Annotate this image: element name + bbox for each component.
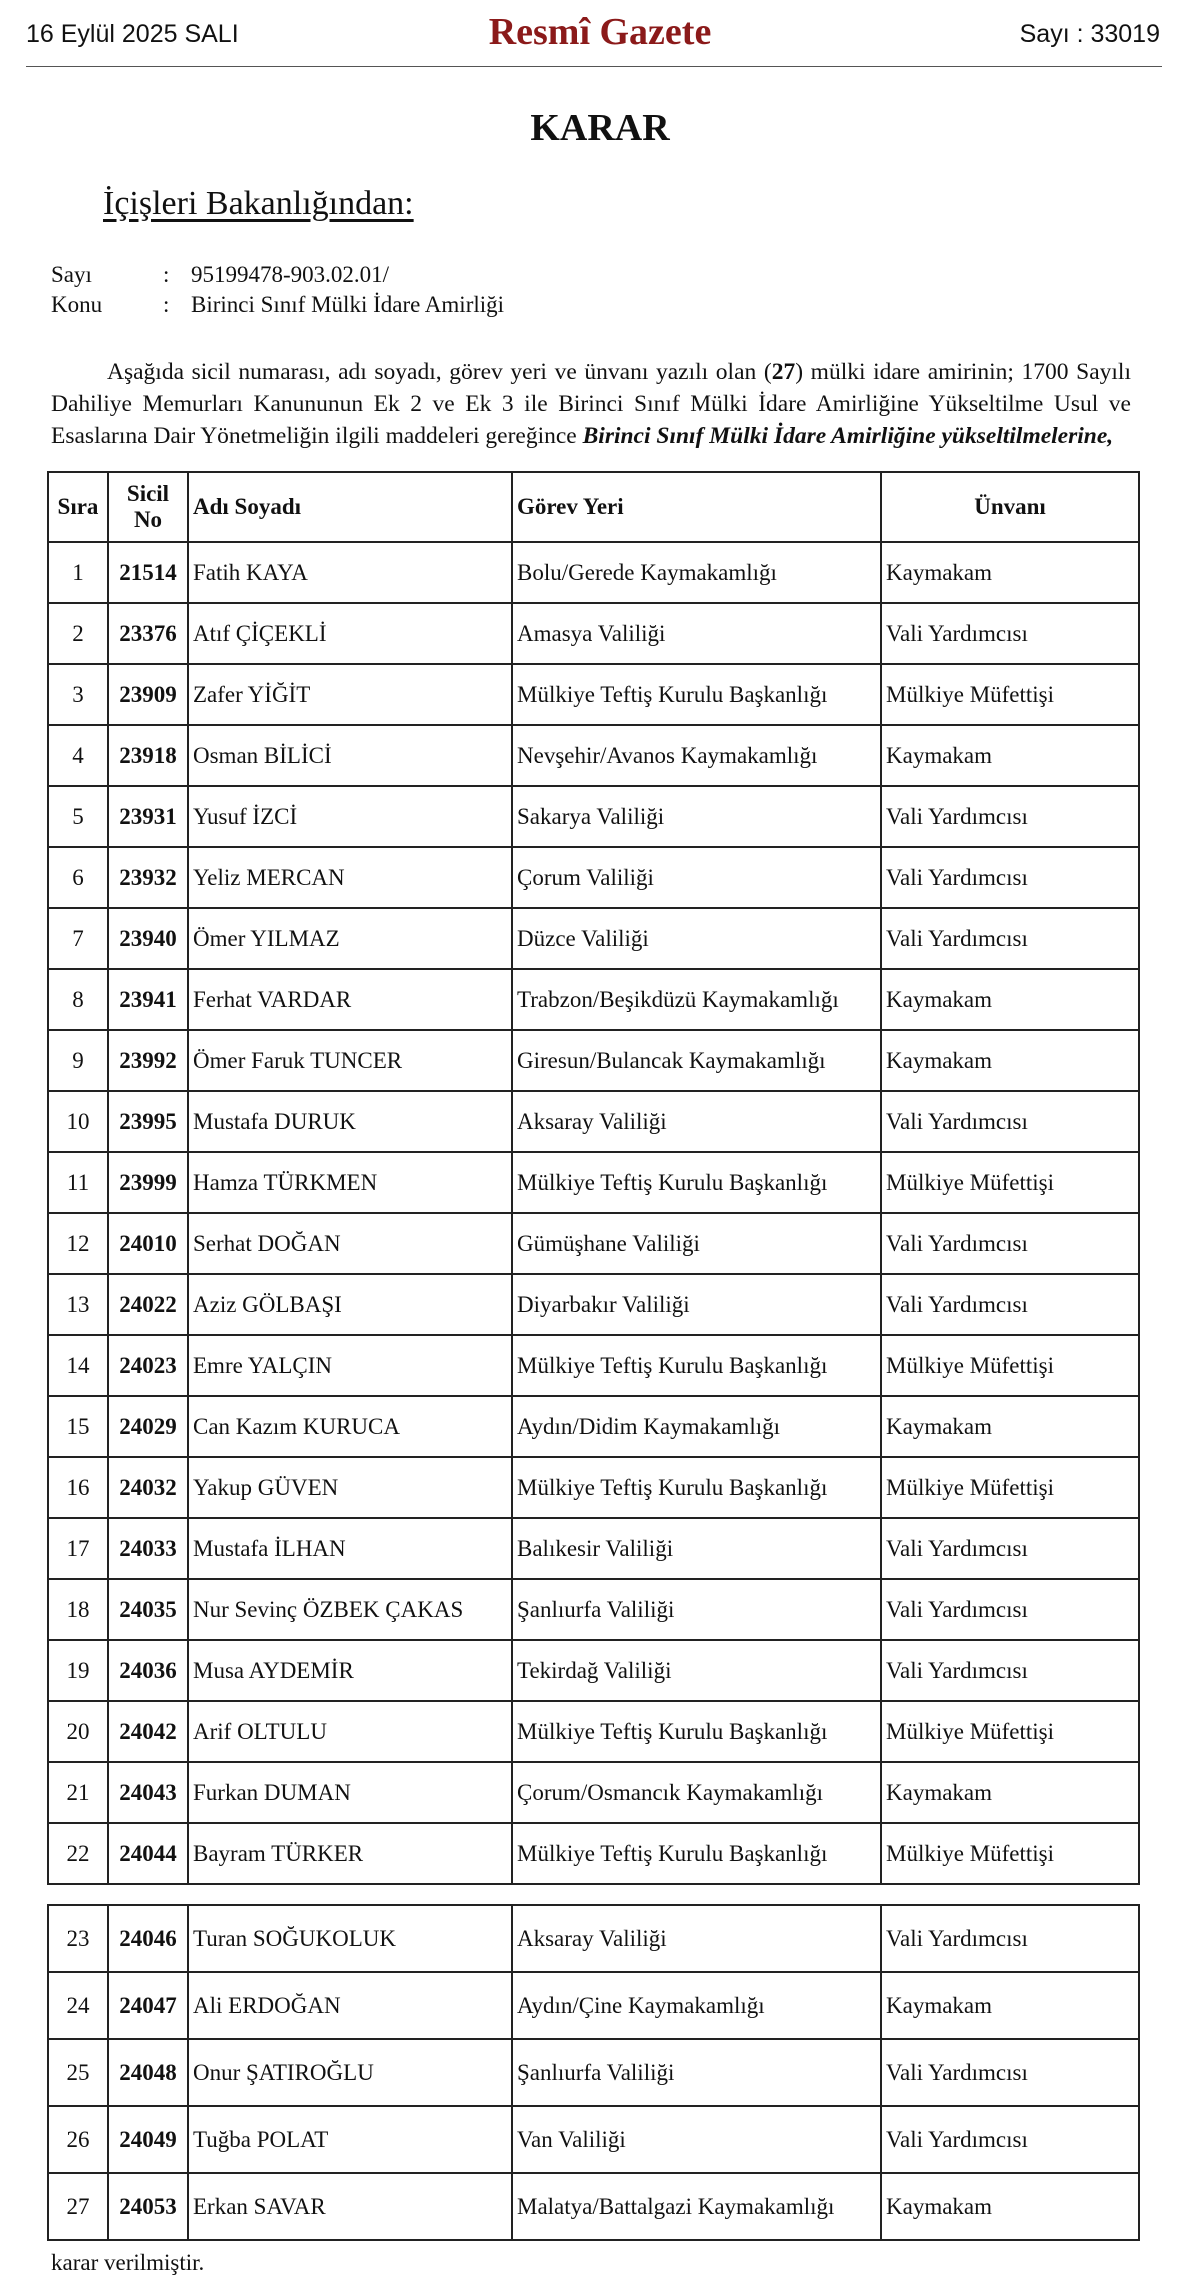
sira-cell: 12 <box>48 1213 108 1274</box>
duty-place-cell: Diyarbakır Valiliği <box>512 1274 881 1335</box>
intro-emphasis: Birinci Sınıf Mülki İdare Amirliğine yükseltilmelerine, <box>582 423 1114 449</box>
duty-place-cell: Bolu/Gerede Kaymakamlığı <box>512 542 881 603</box>
sicil-no-cell: 23909 <box>108 664 188 725</box>
promotion-table <box>47 471 1140 1885</box>
sira-cell: 26 <box>48 2106 108 2173</box>
name-cell: Serhat DOĞAN <box>188 1213 512 1274</box>
sicil-no-cell: 24036 <box>108 1640 188 1701</box>
table-row <box>48 786 1139 847</box>
table-row <box>48 1905 1139 1972</box>
sira-cell: 24 <box>48 1972 108 2039</box>
sira-cell: 18 <box>48 1579 108 1640</box>
sicil-no-cell: 23940 <box>108 908 188 969</box>
title-cell: Vali Yardımcısı <box>881 908 1139 969</box>
duty-place-cell: Amasya Valiliği <box>512 603 881 664</box>
name-cell: Osman BİLİCİ <box>188 725 512 786</box>
table-row <box>48 1518 1139 1579</box>
title-cell: Mülkiye Müfettişi <box>881 1335 1139 1396</box>
name-cell: Yusuf İZCİ <box>188 786 512 847</box>
title-cell: Vali Yardımcısı <box>881 603 1139 664</box>
title-cell: Vali Yardımcısı <box>881 1640 1139 1701</box>
table-row <box>48 603 1139 664</box>
table-row <box>48 2173 1139 2240</box>
issuing-ministry: İçişleri Bakanlığından: <box>103 185 414 222</box>
name-cell: Mustafa İLHAN <box>188 1518 512 1579</box>
duty-place-cell: Balıkesir Valiliği <box>512 1518 881 1579</box>
duty-place-cell: Sakarya Valiliği <box>512 786 881 847</box>
name-cell: Erkan SAVAR <box>188 2173 512 2240</box>
name-cell: Can Kazım KURUCA <box>188 1396 512 1457</box>
title-cell: Vali Yardımcısı <box>881 1518 1139 1579</box>
name-cell: Musa AYDEMİR <box>188 1640 512 1701</box>
name-cell: Yakup GÜVEN <box>188 1457 512 1518</box>
name-cell: Ferhat VARDAR <box>188 969 512 1030</box>
table-row <box>48 847 1139 908</box>
title-cell: Kaymakam <box>881 542 1139 603</box>
name-cell: Ömer Faruk TUNCER <box>188 1030 512 1091</box>
duty-place-cell: Trabzon/Beşikdüzü Kaymakamlığı <box>512 969 881 1030</box>
table-row <box>48 1823 1139 1884</box>
title-cell: Vali Yardımcısı <box>881 1579 1139 1640</box>
table-row <box>48 1274 1139 1335</box>
title-cell: Vali Yardımcısı <box>881 847 1139 908</box>
title-cell: Kaymakam <box>881 1030 1139 1091</box>
header-divider <box>26 66 1162 67</box>
issue-number: Sayı : 33019 <box>1019 20 1160 48</box>
duty-place-cell: Gümüşhane Valiliği <box>512 1213 881 1274</box>
title-cell: Kaymakam <box>881 1396 1139 1457</box>
sicil-no-cell: 23931 <box>108 786 188 847</box>
sayi-colon: : <box>163 262 170 287</box>
duty-place-cell: Mülkiye Teftiş Kurulu Başkanlığı <box>512 1457 881 1518</box>
title-cell: Kaymakam <box>881 2173 1139 2240</box>
sicil-no-cell: 23995 <box>108 1091 188 1152</box>
header-sicil-no <box>108 472 188 542</box>
intro-text-b: ) mülki idare amirinin; 1700 Sayılı Dahiliye Memurları Kanununun Ek 2 ve Ek 3 ile Birinci Sınıf Mülki İdare Amirliğine Yükseltilme Usul ve Esaslarına Dair Yönetmeliğin ilgili maddeleri gereğince <box>51 359 1131 449</box>
title-cell: Vali Yardımcısı <box>881 2106 1139 2173</box>
table-row <box>48 664 1139 725</box>
title-cell: Kaymakam <box>881 969 1139 1030</box>
sira-cell: 6 <box>48 847 108 908</box>
sicil-no-cell: 23932 <box>108 847 188 908</box>
duty-place-cell: Şanlıurfa Valiliği <box>512 2039 881 2106</box>
duty-place-cell: Çorum/Osmancık Kaymakamlığı <box>512 1762 881 1823</box>
sira-cell: 7 <box>48 908 108 969</box>
sira-cell: 8 <box>48 969 108 1030</box>
table-row <box>48 2039 1139 2106</box>
document-heading: KARAR <box>530 107 670 149</box>
title-cell: Mülkiye Müfettişi <box>881 1701 1139 1762</box>
table-row <box>48 725 1139 786</box>
sicil-no-cell: 24048 <box>108 2039 188 2106</box>
name-cell: Furkan DUMAN <box>188 1762 512 1823</box>
duty-place-cell: Tekirdağ Valiliği <box>512 1640 881 1701</box>
title-cell: Vali Yardımcısı <box>881 1091 1139 1152</box>
sira-cell: 25 <box>48 2039 108 2106</box>
sira-cell: 22 <box>48 1823 108 1884</box>
duty-place-cell: Aydın/Didim Kaymakamlığı <box>512 1396 881 1457</box>
sira-cell: 16 <box>48 1457 108 1518</box>
duty-place-cell: Aydın/Çine Kaymakamlığı <box>512 1972 881 2039</box>
konu-value: Birinci Sınıf Mülki İdare Amirliği <box>191 292 505 317</box>
title-cell: Vali Yardımcısı <box>881 1905 1139 1972</box>
table-body <box>48 542 1139 1884</box>
name-cell: Ali ERDOĞAN <box>188 1972 512 2039</box>
title-cell: Vali Yardımcısı <box>881 1213 1139 1274</box>
sira-cell: 19 <box>48 1640 108 1701</box>
table-row <box>48 1030 1139 1091</box>
name-cell: Nur Sevinç ÖZBEK ÇAKAS <box>188 1579 512 1640</box>
title-cell: Vali Yardımcısı <box>881 1274 1139 1335</box>
table-row <box>48 1457 1139 1518</box>
gazette-title: Resmî Gazete <box>488 11 712 53</box>
name-cell: Arif OLTULU <box>188 1701 512 1762</box>
sicil-no-cell: 21514 <box>108 542 188 603</box>
sicil-no-cell: 23992 <box>108 1030 188 1091</box>
name-cell: Mustafa DURUK <box>188 1091 512 1152</box>
duty-place-cell: Mülkiye Teftiş Kurulu Başkanlığı <box>512 1701 881 1762</box>
table-row <box>48 1762 1139 1823</box>
sira-cell: 9 <box>48 1030 108 1091</box>
konu-label: Konu <box>51 292 103 317</box>
title-cell: Kaymakam <box>881 1972 1139 2039</box>
sira-cell: 3 <box>48 664 108 725</box>
table-row <box>48 1579 1139 1640</box>
table-row <box>48 908 1139 969</box>
sira-cell: 20 <box>48 1701 108 1762</box>
name-cell: Aziz GÖLBAŞI <box>188 1274 512 1335</box>
name-cell: Yeliz MERCAN <box>188 847 512 908</box>
duty-place-cell: Mülkiye Teftiş Kurulu Başkanlığı <box>512 1823 881 1884</box>
header-sicil: Sicil <box>126 481 170 506</box>
table-row <box>48 1640 1139 1701</box>
title-cell: Kaymakam <box>881 1762 1139 1823</box>
sira-cell: 1 <box>48 542 108 603</box>
duty-place-cell: Nevşehir/Avanos Kaymakamlığı <box>512 725 881 786</box>
sicil-no-cell: 24022 <box>108 1274 188 1335</box>
title-cell: Mülkiye Müfettişi <box>881 1457 1139 1518</box>
header-unvani: Ünvanı <box>881 472 1139 542</box>
sicil-no-cell: 24029 <box>108 1396 188 1457</box>
table-row <box>48 1335 1139 1396</box>
header-sira: Sıra <box>48 472 108 542</box>
sira-cell: 23 <box>48 1905 108 1972</box>
table-row <box>48 1972 1139 2039</box>
title-cell: Vali Yardımcısı <box>881 2039 1139 2106</box>
sicil-no-cell: 24049 <box>108 2106 188 2173</box>
duty-place-cell: Şanlıurfa Valiliği <box>512 1579 881 1640</box>
sayi-label: Sayı <box>51 262 92 287</box>
name-cell: Emre YALÇIN <box>188 1335 512 1396</box>
sicil-no-cell: 24035 <box>108 1579 188 1640</box>
sicil-no-cell: 23999 <box>108 1152 188 1213</box>
sicil-no-cell: 23376 <box>108 603 188 664</box>
duty-place-cell: Mülkiye Teftiş Kurulu Başkanlığı <box>512 1335 881 1396</box>
sira-cell: 27 <box>48 2173 108 2240</box>
sicil-no-cell: 24010 <box>108 1213 188 1274</box>
sicil-no-cell: 24046 <box>108 1905 188 1972</box>
name-cell: Turan SOĞUKOLUK <box>188 1905 512 1972</box>
duty-place-cell: Malatya/Battalgazi Kaymakamlığı <box>512 2173 881 2240</box>
title-cell: Mülkiye Müfettişi <box>881 1823 1139 1884</box>
name-cell: Fatih KAYA <box>188 542 512 603</box>
promotion-table-continued <box>47 1904 1140 2241</box>
table-header-row <box>48 472 1139 542</box>
duty-place-cell: Çorum Valiliği <box>512 847 881 908</box>
sicil-no-cell: 23918 <box>108 725 188 786</box>
duty-place-cell: Düzce Valiliği <box>512 908 881 969</box>
closing-text: karar verilmiştir. <box>51 2250 205 2275</box>
duty-place-cell: Aksaray Valiliği <box>512 1905 881 1972</box>
name-cell: Tuğba POLAT <box>188 2106 512 2173</box>
name-cell: Ömer YILMAZ <box>188 908 512 969</box>
sicil-no-cell: 24043 <box>108 1762 188 1823</box>
duty-place-cell: Mülkiye Teftiş Kurulu Başkanlığı <box>512 1152 881 1213</box>
duty-place-cell: Mülkiye Teftiş Kurulu Başkanlığı <box>512 664 881 725</box>
intro-paragraph <box>51 356 1131 452</box>
sira-cell: 2 <box>48 603 108 664</box>
sira-cell: 14 <box>48 1335 108 1396</box>
header-adi-soyadi: Adı Soyadı <box>188 472 512 542</box>
table-row <box>48 542 1139 603</box>
sicil-no-cell: 24053 <box>108 2173 188 2240</box>
table-row <box>48 1396 1139 1457</box>
header-no: No <box>133 507 163 532</box>
table-row <box>48 2106 1139 2173</box>
intro-text-a: Aşağıda sicil numarası, adı soyadı, görev yeri ve ünvanı yazılı olan ( <box>107 359 772 385</box>
header-gorev-yeri: Görev Yeri <box>512 472 881 542</box>
table-row <box>48 1701 1139 1762</box>
table-row <box>48 1152 1139 1213</box>
sicil-no-cell: 23941 <box>108 969 188 1030</box>
table-body-continued <box>48 1905 1139 2240</box>
name-cell: Atıf ÇİÇEKLİ <box>188 603 512 664</box>
table-row <box>48 1213 1139 1274</box>
intro-count: 27 <box>771 359 796 385</box>
gazette-header <box>0 0 1200 70</box>
sira-cell: 17 <box>48 1518 108 1579</box>
sira-cell: 21 <box>48 1762 108 1823</box>
sicil-no-cell: 24042 <box>108 1701 188 1762</box>
sira-cell: 5 <box>48 786 108 847</box>
title-cell: Vali Yardımcısı <box>881 786 1139 847</box>
sicil-no-cell: 24032 <box>108 1457 188 1518</box>
table-row <box>48 969 1139 1030</box>
title-cell: Mülkiye Müfettişi <box>881 1152 1139 1213</box>
sira-cell: 4 <box>48 725 108 786</box>
sira-cell: 13 <box>48 1274 108 1335</box>
sira-cell: 11 <box>48 1152 108 1213</box>
issue-date: 16 Eylül 2025 SALI <box>26 20 239 48</box>
sayi-value: 95199478-903.02.01/ <box>191 262 390 287</box>
name-cell: Zafer YİĞİT <box>188 664 512 725</box>
duty-place-cell: Aksaray Valiliği <box>512 1091 881 1152</box>
title-cell: Mülkiye Müfettişi <box>881 664 1139 725</box>
duty-place-cell: Van Valiliği <box>512 2106 881 2173</box>
name-cell: Bayram TÜRKER <box>188 1823 512 1884</box>
name-cell: Onur ŞATIROĞLU <box>188 2039 512 2106</box>
sira-cell: 15 <box>48 1396 108 1457</box>
sira-cell: 10 <box>48 1091 108 1152</box>
title-cell: Kaymakam <box>881 725 1139 786</box>
konu-colon: : <box>163 292 170 317</box>
sicil-no-cell: 24044 <box>108 1823 188 1884</box>
name-cell: Hamza TÜRKMEN <box>188 1152 512 1213</box>
table-row <box>48 1091 1139 1152</box>
sicil-no-cell: 24047 <box>108 1972 188 2039</box>
sicil-no-cell: 24023 <box>108 1335 188 1396</box>
sicil-no-cell: 24033 <box>108 1518 188 1579</box>
duty-place-cell: Giresun/Bulancak Kaymakamlığı <box>512 1030 881 1091</box>
